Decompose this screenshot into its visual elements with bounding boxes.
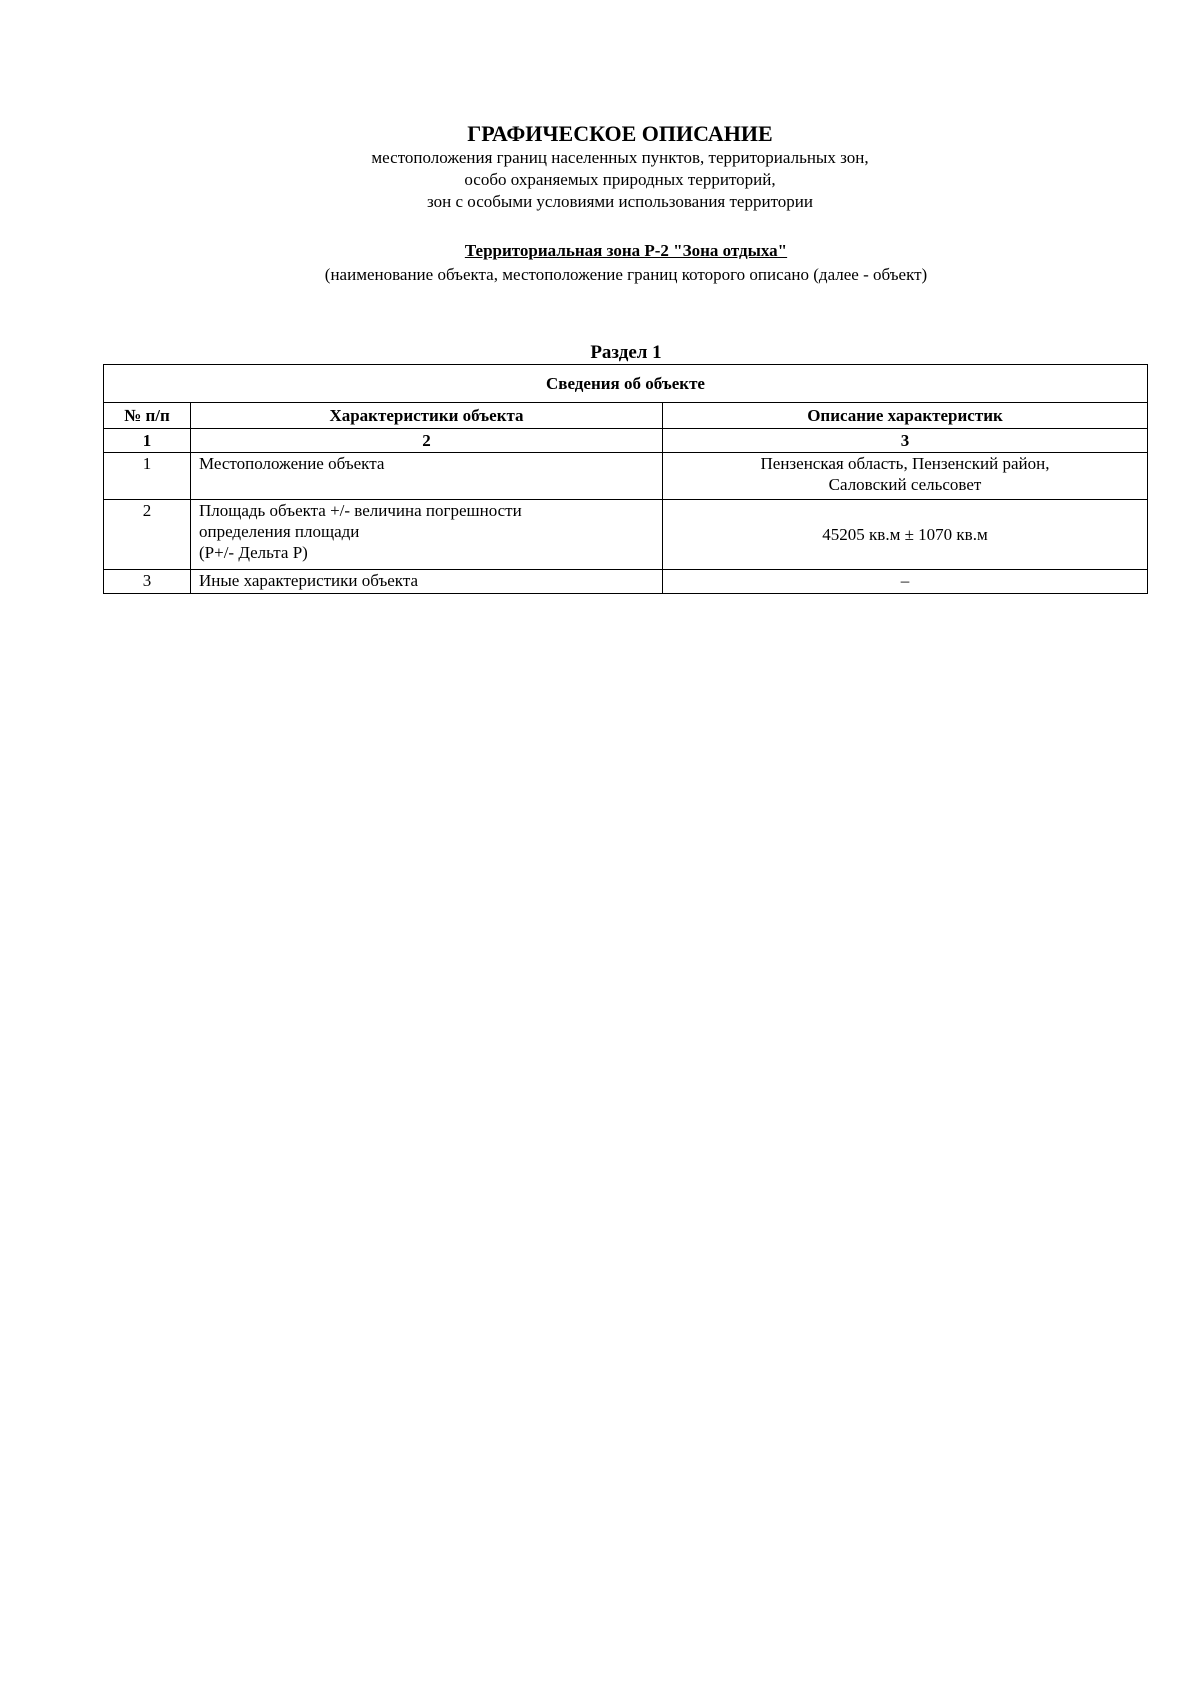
description-line: Саловский сельсовет bbox=[828, 475, 982, 494]
characteristic-line: Иные характеристики объекта bbox=[199, 571, 419, 590]
table-row bbox=[104, 500, 1148, 570]
description-line: Пензенская область, Пензенский район, bbox=[760, 454, 1050, 473]
document-title: ГРАФИЧЕСКОЕ ОПИСАНИЕ bbox=[467, 121, 773, 146]
table-column-numbers-row bbox=[104, 429, 1148, 453]
subtitle-line: местоположения границ населенных пунктов, территориальных зон, bbox=[371, 148, 869, 167]
row-description bbox=[663, 570, 1148, 594]
document-subtitle bbox=[20, 147, 1200, 213]
subtitle-line: зон с особыми условиями использования территории bbox=[427, 192, 813, 211]
object-name: Территориальная зона Р-2 "Зона отдыха" bbox=[464, 241, 788, 260]
characteristic-line: Площадь объекта +/- величина погрешности bbox=[199, 501, 522, 520]
characteristic-line: Местоположение объекта bbox=[199, 454, 385, 473]
row-characteristic bbox=[191, 500, 663, 570]
header-description: Описание характеристик bbox=[663, 403, 1148, 429]
description-line: 45205 кв.м ± 1070 кв.м bbox=[822, 525, 988, 544]
row-number: 3 bbox=[104, 570, 191, 594]
object-name-block bbox=[26, 240, 1200, 262]
row-characteristic bbox=[191, 570, 663, 594]
column-number: 1 bbox=[104, 429, 191, 453]
row-number: 2 bbox=[104, 500, 191, 570]
table-row bbox=[104, 453, 1148, 500]
row-characteristic bbox=[191, 453, 663, 500]
object-note: (наименование объекта, местоположение границ которого описано (далее - объект) bbox=[324, 265, 928, 284]
row-description bbox=[663, 500, 1148, 570]
subtitle-line: особо охраняемых природных территорий, bbox=[464, 170, 776, 189]
header-number: № п/п bbox=[104, 403, 191, 429]
header-characteristics: Характеристики объекта bbox=[191, 403, 663, 429]
description-line: – bbox=[900, 571, 910, 590]
column-number: 2 bbox=[191, 429, 663, 453]
section-title: Раздел 1 bbox=[590, 342, 662, 363]
characteristic-line: определения площади bbox=[199, 522, 360, 541]
table-row bbox=[104, 570, 1148, 594]
row-number: 1 bbox=[104, 453, 191, 500]
column-number: 3 bbox=[663, 429, 1148, 453]
table-caption-row bbox=[104, 365, 1148, 403]
table-header-row bbox=[104, 403, 1148, 429]
characteristic-line: (P+/- Дельта P) bbox=[199, 543, 308, 562]
row-description bbox=[663, 453, 1148, 500]
table-caption: Сведения об объекте bbox=[104, 365, 1148, 403]
object-info-table bbox=[103, 364, 1148, 594]
